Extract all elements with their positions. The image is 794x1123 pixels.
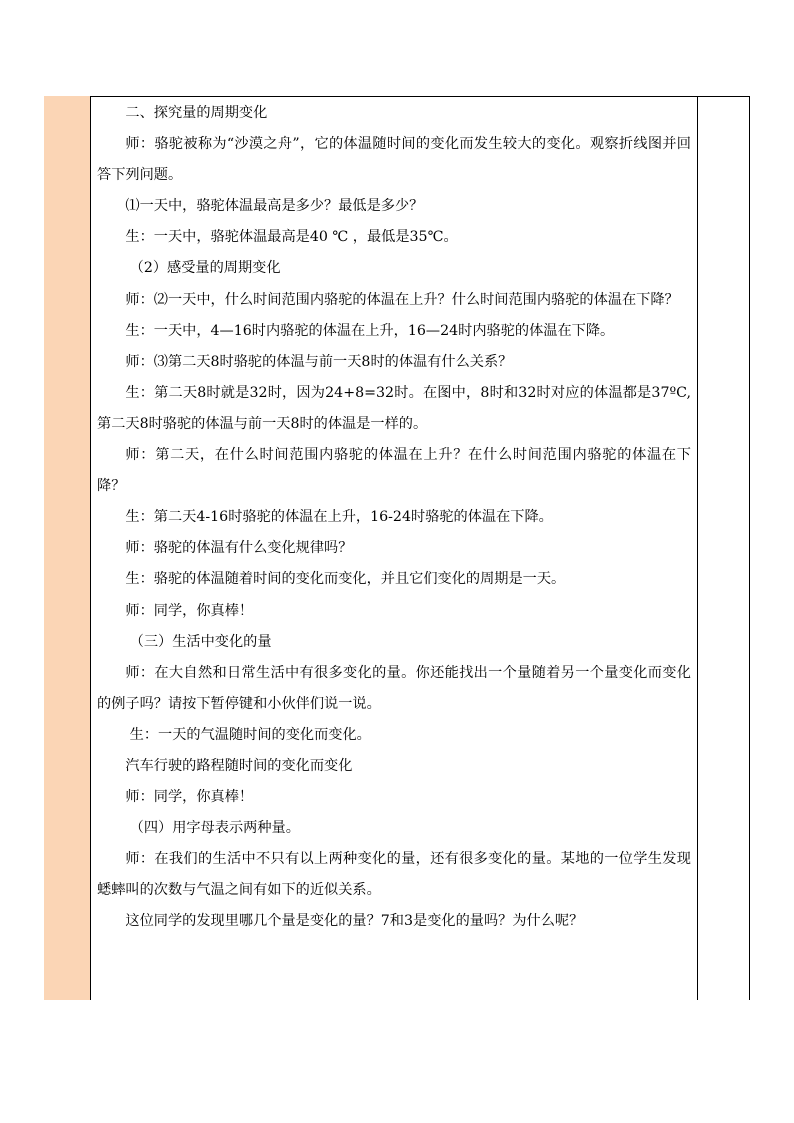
shaded-label-column	[44, 96, 91, 1000]
teacher-line: 师：⑶第二天8时骆驼的体温与前一天8时的体温有什么关系？	[125, 353, 513, 370]
teacher-line: 师：在大自然和日常生活中有很多变化的量。你还能找出一个量随着另一个量变化而变化的例子吗？请按下暂停键和小伙伴们说一说。	[97, 664, 691, 712]
student-line: 汽车行驶的路程随时间的变化而变化	[125, 757, 353, 774]
student-line: 生：第二天8时就是32时，因为24+8=32时。在图中，8时和32时对应的体温都是37ºC,第二天8时骆驼的体温与前一天8时的体温是一样的。	[97, 384, 691, 432]
teacher-line: 师：同学，你真棒！	[125, 789, 254, 806]
subsection-heading: （2）感受量的周期变化	[129, 260, 281, 277]
student-line: 生：一天中，骆驼体温最高是40 ℃ ，最低是35℃。	[125, 229, 458, 246]
teacher-line: 师：同学，你真棒！	[125, 602, 254, 619]
student-line: 生：一天的气温随时间的变化而变化。	[129, 726, 371, 743]
subsection-heading: （三）生活中变化的量	[129, 633, 272, 650]
student-line: 生：第二天4-16时骆驼的体温在上升，16-24时骆驼的体温在下降。	[125, 509, 553, 526]
teacher-line: 师：在我们的生活中不只有以上两种变化的量，还有很多变化的量。某地的一位学生发现蟋蟀叫的次数与气温之间有如下的近似关系。	[97, 851, 691, 899]
lesson-table	[44, 96, 750, 1000]
teacher-line: 师：第二天，在什么时间范围内骆驼的体温在上升？在什么时间范围内骆驼的体温在下降？	[97, 447, 691, 495]
student-line: 生：一天中，4—16时内骆驼的体温在上升，16—24时内骆驼的体温在下降。	[125, 322, 615, 339]
question-line: ⑴一天中，骆驼体温最高是多少？最低是多少？	[125, 198, 424, 215]
content-column	[91, 96, 697, 1000]
teacher-line: 师：骆驼的体温有什么变化规律吗？	[125, 540, 353, 557]
lesson-content	[91, 96, 697, 938]
subsection-heading: （四）用字母表示两种量。	[129, 820, 300, 837]
teacher-line: 师：骆驼被称为“沙漠之舟”，它的体温随时间的变化而发生较大的变化。观察折线图并回答下列问题。	[97, 136, 691, 184]
question-line: 这位同学的发现里哪几个量是变化的量？7和3是变化的量吗？为什么呢？	[125, 913, 584, 930]
table-right-border	[749, 96, 750, 1000]
section-heading: 二、探究量的周期变化	[125, 105, 268, 121]
notes-column	[697, 96, 751, 1000]
student-line: 生：骆驼的体温随着时间的变化而变化，并且它们变化的周期是一天。	[125, 571, 566, 588]
teacher-line: 师：⑵一天中，什么时间范围内骆驼的体温在上升？什么时间范围内骆驼的体温在下降？	[125, 291, 679, 308]
